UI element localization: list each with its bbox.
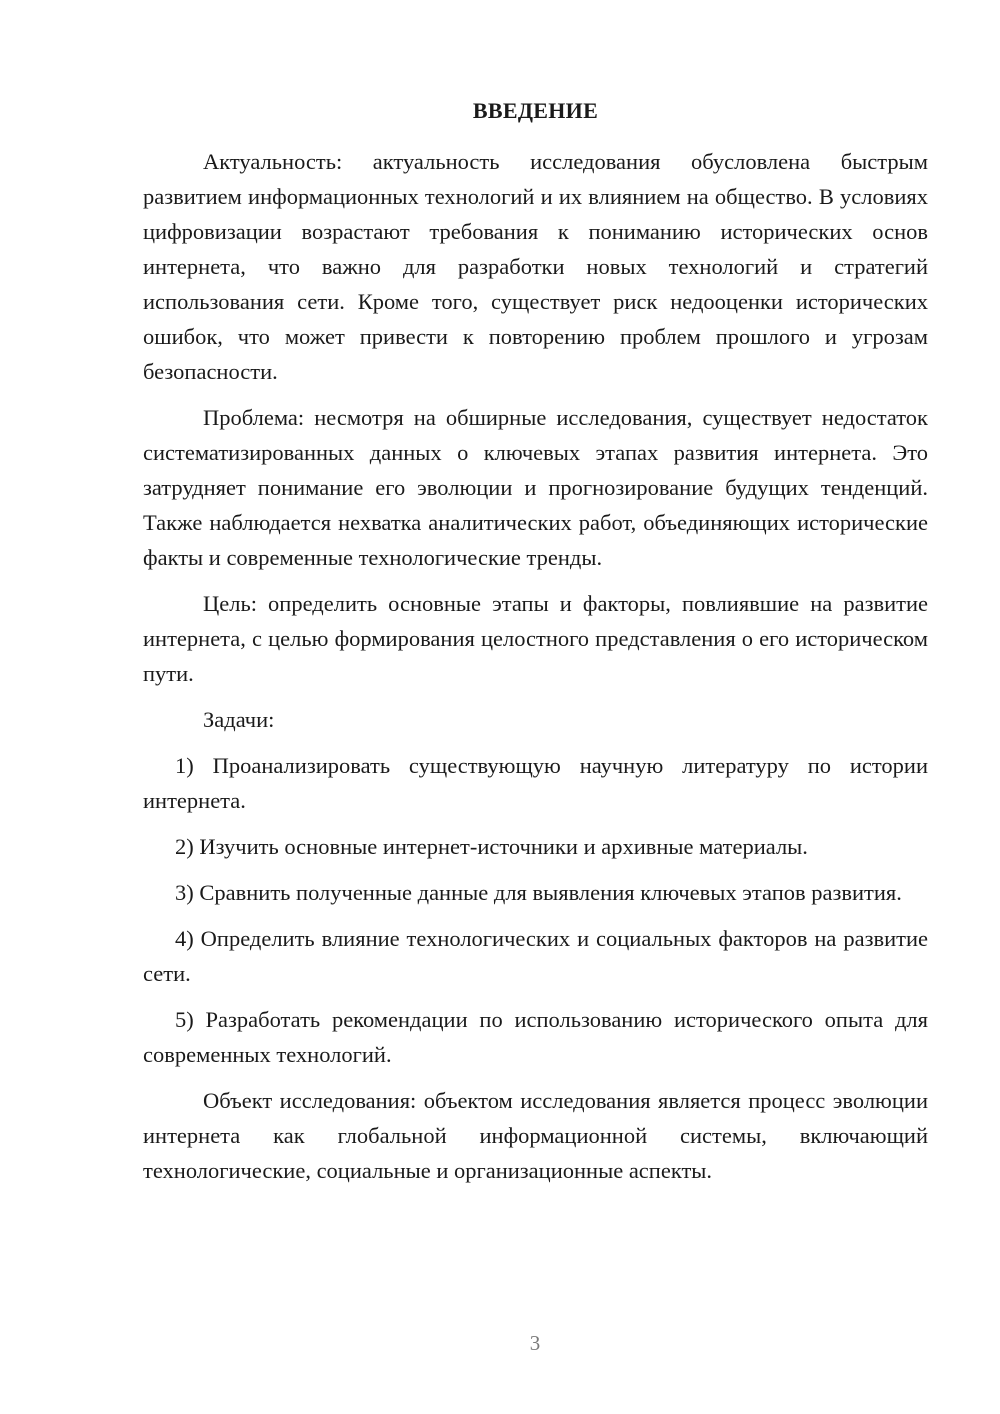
task-item-3: 3) Сравнить полученные данные для выявления ключевых этапов развития. — [175, 880, 902, 905]
task-item-2: 2) Изучить основные интернет-источники и архивные материалы. — [175, 834, 808, 859]
task-item-5: 5) Разработать рекомендации по использованию исторического опыта для современных технологий. — [143, 1007, 928, 1067]
document-page — [143, 96, 928, 1199]
research-object-paragraph: Объект исследования: объектом исследования является процесс эволюции интернета как глобальной информационной системы, включающий технологические, социальные и организационные аспекты. — [143, 1088, 928, 1183]
task-item-1: 1) Проанализировать существующую научную литературу по истории интернета. — [143, 753, 928, 813]
goal-paragraph: Цель: определить основные этапы и факторы, повлиявшие на развитие интернета, с целью формирования целостного представления о его историческом пути. — [143, 591, 928, 686]
page-number: 3 — [529, 1331, 541, 1355]
task-item-4: 4) Определить влияние технологических и социальных факторов на развитие сети. — [143, 926, 928, 986]
relevance-paragraph: Актуальность: актуальность исследования обусловлена быстрым развитием информационных технологий и их влиянием на общество. В условиях цифровизации возрастают требования к пониманию исторических основ интернета, что важно для разработки новых технологий и стратегий использования сети. Кроме того, существует риск недооценки исторических ошибок, что может привести к повторению проблем прошлого и угрозам безопасности. — [143, 149, 928, 384]
problem-paragraph: Проблема: несмотря на обширные исследования, существует недостаток систематизированных данных о ключевых этапах развития интернета. Это затрудняет понимание его эволюции и прогнозирование будущих тенденций. Также наблюдается нехватка аналитических работ, объединяющих исторические факты и современные технологические тренды. — [143, 405, 928, 570]
page-title: ВВЕДЕНИЕ — [472, 98, 599, 123]
tasks-heading: Задачи: — [203, 707, 275, 732]
